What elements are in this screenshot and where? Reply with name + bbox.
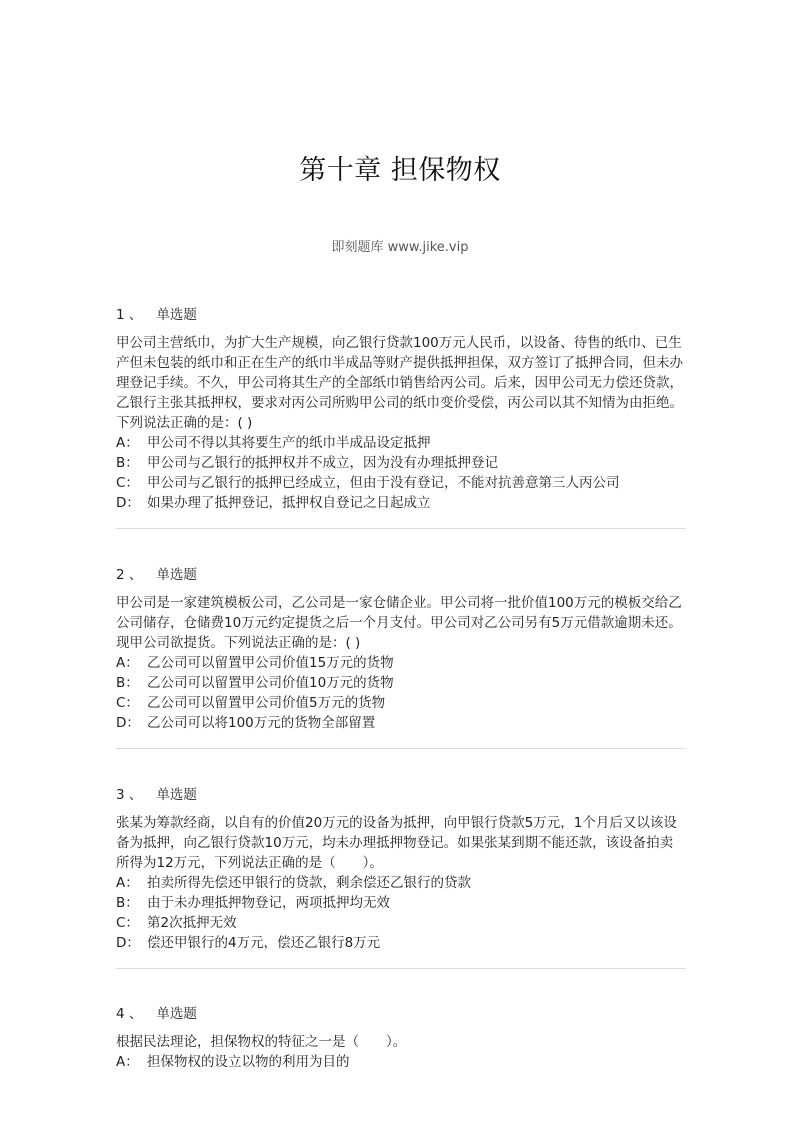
question-divider [116, 528, 686, 529]
option-d[interactable] [116, 713, 686, 733]
option-letter: C： [116, 475, 139, 491]
option-letter: C： [116, 915, 139, 931]
option-text: 乙公司可以留置甲公司价值5万元的货物 [147, 695, 386, 711]
question-type: 单选题 [156, 307, 197, 323]
question-stem: 根据民法理论，担保物权的特征之一是（ ）。 [116, 1034, 407, 1050]
option-text: 拍卖所得先偿还甲银行的贷款，剩余偿还乙银行的贷款 [147, 875, 471, 891]
page-subtitle: 即刻题库 www.jike.vip [331, 240, 469, 255]
question-stem: 甲公司是一家建筑模板公司，乙公司是一家仓储企业。甲公司将一批价值100万元的模板交给乙公司储存，仓储费10万元约定提货之后一个月支付。甲公司对乙公司另有5万元借款逾期未还。现甲公司欲提货。下列说法正确的是：( ) [116, 595, 682, 651]
option-letter: C： [116, 695, 139, 711]
option-text: 乙公司可以留置甲公司价值10万元的货物 [147, 675, 394, 691]
option-b[interactable] [116, 673, 686, 693]
option-letter: B： [116, 895, 139, 911]
option-text: 第2次抵押无效 [147, 915, 237, 931]
option-b[interactable] [116, 453, 686, 473]
option-text: 甲公司不得以其将要生产的纸巾半成品设定抵押 [147, 435, 431, 451]
option-text: 担保物权的设立以物的利用为目的 [147, 1054, 350, 1070]
option-letter: A： [116, 655, 139, 671]
question-stem: 甲公司主营纸巾，为扩大生产规模，向乙银行贷款100万元人民币，以设备、待售的纸巾、已生产但未包装的纸巾和正在生产的纸巾半成品等财产提供抵押担保，双方签订了抵押合同，但未办理登记手续。不久，甲公司将其生产的全部纸巾销售给丙公司。后来，因甲公司无力偿还贷款，乙银行主张其抵押权，要求对丙公司所购甲公司的纸巾变价受偿，丙公司以其不知情为由拒绝。下列说法正确的是：( ) [116, 335, 683, 431]
option-a[interactable] [116, 433, 686, 453]
option-c[interactable] [116, 913, 686, 933]
question-type: 单选题 [156, 1006, 197, 1022]
question-2 [116, 565, 686, 733]
option-a[interactable] [116, 1052, 686, 1072]
option-letter: D： [116, 495, 140, 511]
question-type: 单选题 [156, 787, 197, 803]
question-3 [116, 785, 686, 953]
option-text: 由于未办理抵押物登记，两项抵押均无效 [147, 895, 390, 911]
option-d[interactable] [116, 933, 686, 953]
option-d[interactable] [116, 493, 686, 513]
question-divider [116, 968, 686, 969]
question-number: 2 、 [116, 567, 143, 583]
option-letter: A： [116, 875, 139, 891]
option-c[interactable] [116, 693, 686, 713]
option-text: 乙公司可以将100万元的货物全部留置 [147, 715, 376, 731]
option-text: 偿还甲银行的4万元，偿还乙银行8万元 [147, 935, 381, 951]
question-header [116, 1004, 686, 1024]
page-title: 第十章 担保物权 [299, 155, 501, 186]
question-type: 单选题 [156, 567, 197, 583]
question-number: 3 、 [116, 787, 143, 803]
question-1 [116, 305, 686, 513]
question-header [116, 565, 686, 585]
option-letter: D： [116, 935, 140, 951]
question-number: 1 、 [116, 307, 143, 323]
option-letter: B： [116, 455, 139, 471]
option-c[interactable] [116, 473, 686, 493]
question-4 [116, 1004, 686, 1072]
question-header [116, 785, 686, 805]
question-divider [116, 748, 686, 749]
option-letter: A： [116, 435, 139, 451]
option-text: 如果办理了抵押登记，抵押权自登记之日起成立 [147, 495, 431, 511]
option-letter: D： [116, 715, 140, 731]
question-number: 4 、 [116, 1006, 143, 1022]
option-text: 甲公司与乙银行的抵押权并不成立，因为没有办理抵押登记 [147, 455, 498, 471]
option-a[interactable] [116, 873, 686, 893]
option-text: 乙公司可以留置甲公司价值15万元的货物 [147, 655, 394, 671]
option-text: 甲公司与乙银行的抵押已经成立，但由于没有登记，不能对抗善意第三人丙公司 [147, 475, 620, 491]
option-b[interactable] [116, 893, 686, 913]
question-header [116, 305, 686, 325]
option-letter: B： [116, 675, 139, 691]
question-stem: 张某为筹款经商，以自有的价值20万元的设备为抵押，向甲银行贷款5万元，1个月后又以该设备为抵押，向乙银行贷款10万元，均未办理抵押物登记。如果张某到期不能还款，该设备拍卖所得为12万元，下列说法正确的是（ ）。 [116, 815, 677, 871]
option-letter: A： [116, 1054, 139, 1070]
option-a[interactable] [116, 653, 686, 673]
